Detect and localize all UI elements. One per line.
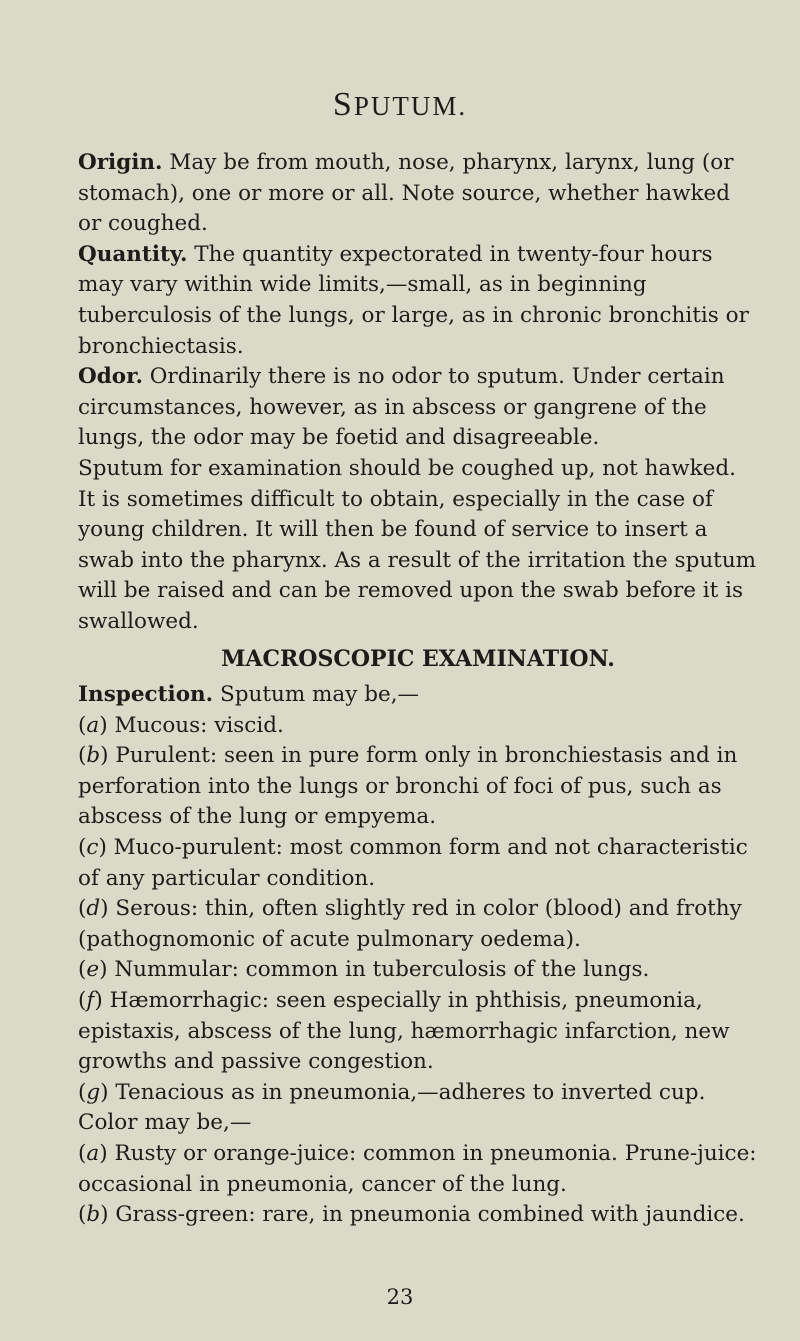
text-sputum-exam: Sputum for examination should be coughed up, not hawked. It is sometimes difficult to obtain, especially in the case of young children. It will then be found of service to insert a swab into the pharynx. As a result of the irritation the sputum will be raised and can be removed upon the swab before it is swallowed.: [78, 455, 757, 634]
page-title: [0, 86, 800, 124]
item-letter: d: [86, 896, 101, 922]
item-letter: b: [86, 743, 101, 769]
item-text: Hæmorrhagic: seen especially in phthisis, pneumonia, epistaxis, abscess of the lung, hæmorrhagic infarction, new growths and passive congestion.: [78, 988, 730, 1075]
paragraph-inspection: [78, 680, 758, 711]
list-item: (c) Muco-purulent: most common form and not characteristic of any particular condition.: [78, 835, 748, 891]
lead-origin: Origin.: [78, 150, 163, 175]
item-letter: f: [86, 988, 95, 1014]
page-number: 23: [386, 1285, 414, 1309]
lead-inspection: Inspection.: [78, 682, 214, 708]
paragraph-sputum-exam: [78, 454, 758, 638]
item-letter: a: [86, 1141, 100, 1166]
title-initial: S: [332, 86, 354, 123]
item-text: Rusty or orange-juice: common in pneumonia. Prune-juice: occasional in pneumonia, cancer of the lung.: [78, 1141, 757, 1197]
item-letter: g: [86, 1079, 101, 1105]
paragraph-color-intro: Color may be,—: [78, 1110, 252, 1136]
title-rest: PUTUM.: [353, 91, 468, 121]
list-item: (d) Serous: thin, often slightly red in color (blood) and frothy (pathognomonic of acute pulmonary oedema).: [78, 896, 742, 952]
text-origin: May be from mouth, nose, pharynx, larynx, lung (or stomach), one or more or all. Note source, whether hawked or coughed.: [78, 150, 734, 237]
item-letter: c: [86, 835, 99, 861]
list-item: (f) Hæmorrhagic: seen especially in phthisis, pneumonia, epistaxis, abscess of the lung, hæmorrhagic infarction, new growths and passive congestion.: [78, 988, 730, 1075]
item-text: Tenacious as in pneumonia,—adheres to inverted cup.: [108, 1079, 706, 1105]
paragraph-odor: [78, 362, 758, 454]
item-letter: a: [86, 712, 100, 738]
item-letter: b: [86, 1202, 101, 1228]
text-quantity: The quantity expectorated in twenty-four hours may vary within wide limits,—small, as in beginning tuberculosis of the lungs, or large, as in chronic bronchitis or bronchiectasis.: [78, 241, 749, 359]
lead-quantity: Quantity.: [78, 241, 188, 267]
list-item: (a) Rusty or orange-juice: common in pneumonia. Prune-juice: occasional in pneumonia, cancer of the lung.: [78, 1141, 757, 1197]
paragraph-quantity: [78, 240, 758, 362]
list-item: (b) Grass-green: rare, in pneumonia combined with jaundice.: [78, 1202, 745, 1228]
item-text: Purulent: seen in pure form only in bronchiestasis and in perforation into the lungs or bronchi of foci of pus, such as abscess of the lung or empyema.: [78, 743, 738, 830]
body-text: [78, 148, 758, 1231]
lead-odor: Odor.: [78, 364, 143, 390]
text-odor: Ordinarily there is no odor to sputum. Under certain circumstances, however, as in abscess or gangrene of the lungs, the odor may be foetid and disagreeable.: [78, 364, 725, 451]
item-text: Mucous: viscid.: [107, 712, 284, 738]
item-text: Nummular: common in tuberculosis of the lungs.: [107, 957, 650, 983]
list-item: (g) Tenacious as in pneumonia,—adheres to inverted cup.: [78, 1079, 706, 1105]
list-item: (b) Purulent: seen in pure form only in bronchiestasis and in perforation into the lungs or bronchi of foci of pus, such as abscess of the lung or empyema.: [78, 743, 738, 830]
item-text: Serous: thin, often slightly red in color (blood) and frothy (pathognomonic of acute pulmonary oedema).: [78, 896, 742, 952]
section-heading: MACROSCOPIC EXAMINATION.: [221, 645, 615, 672]
item-text: Muco-purulent: most common form and not characteristic of any particular condition.: [78, 835, 748, 891]
list-item: (e) Nummular: common in tuberculosis of the lungs.: [78, 957, 650, 983]
list-item: (a) Mucous: viscid.: [78, 712, 284, 738]
item-text: Grass-green: rare, in pneumonia combined with jaundice.: [108, 1202, 745, 1228]
paragraph-origin: [78, 148, 758, 240]
text-inspection: Sputum may be,—: [213, 682, 420, 708]
item-letter: e: [86, 957, 100, 983]
